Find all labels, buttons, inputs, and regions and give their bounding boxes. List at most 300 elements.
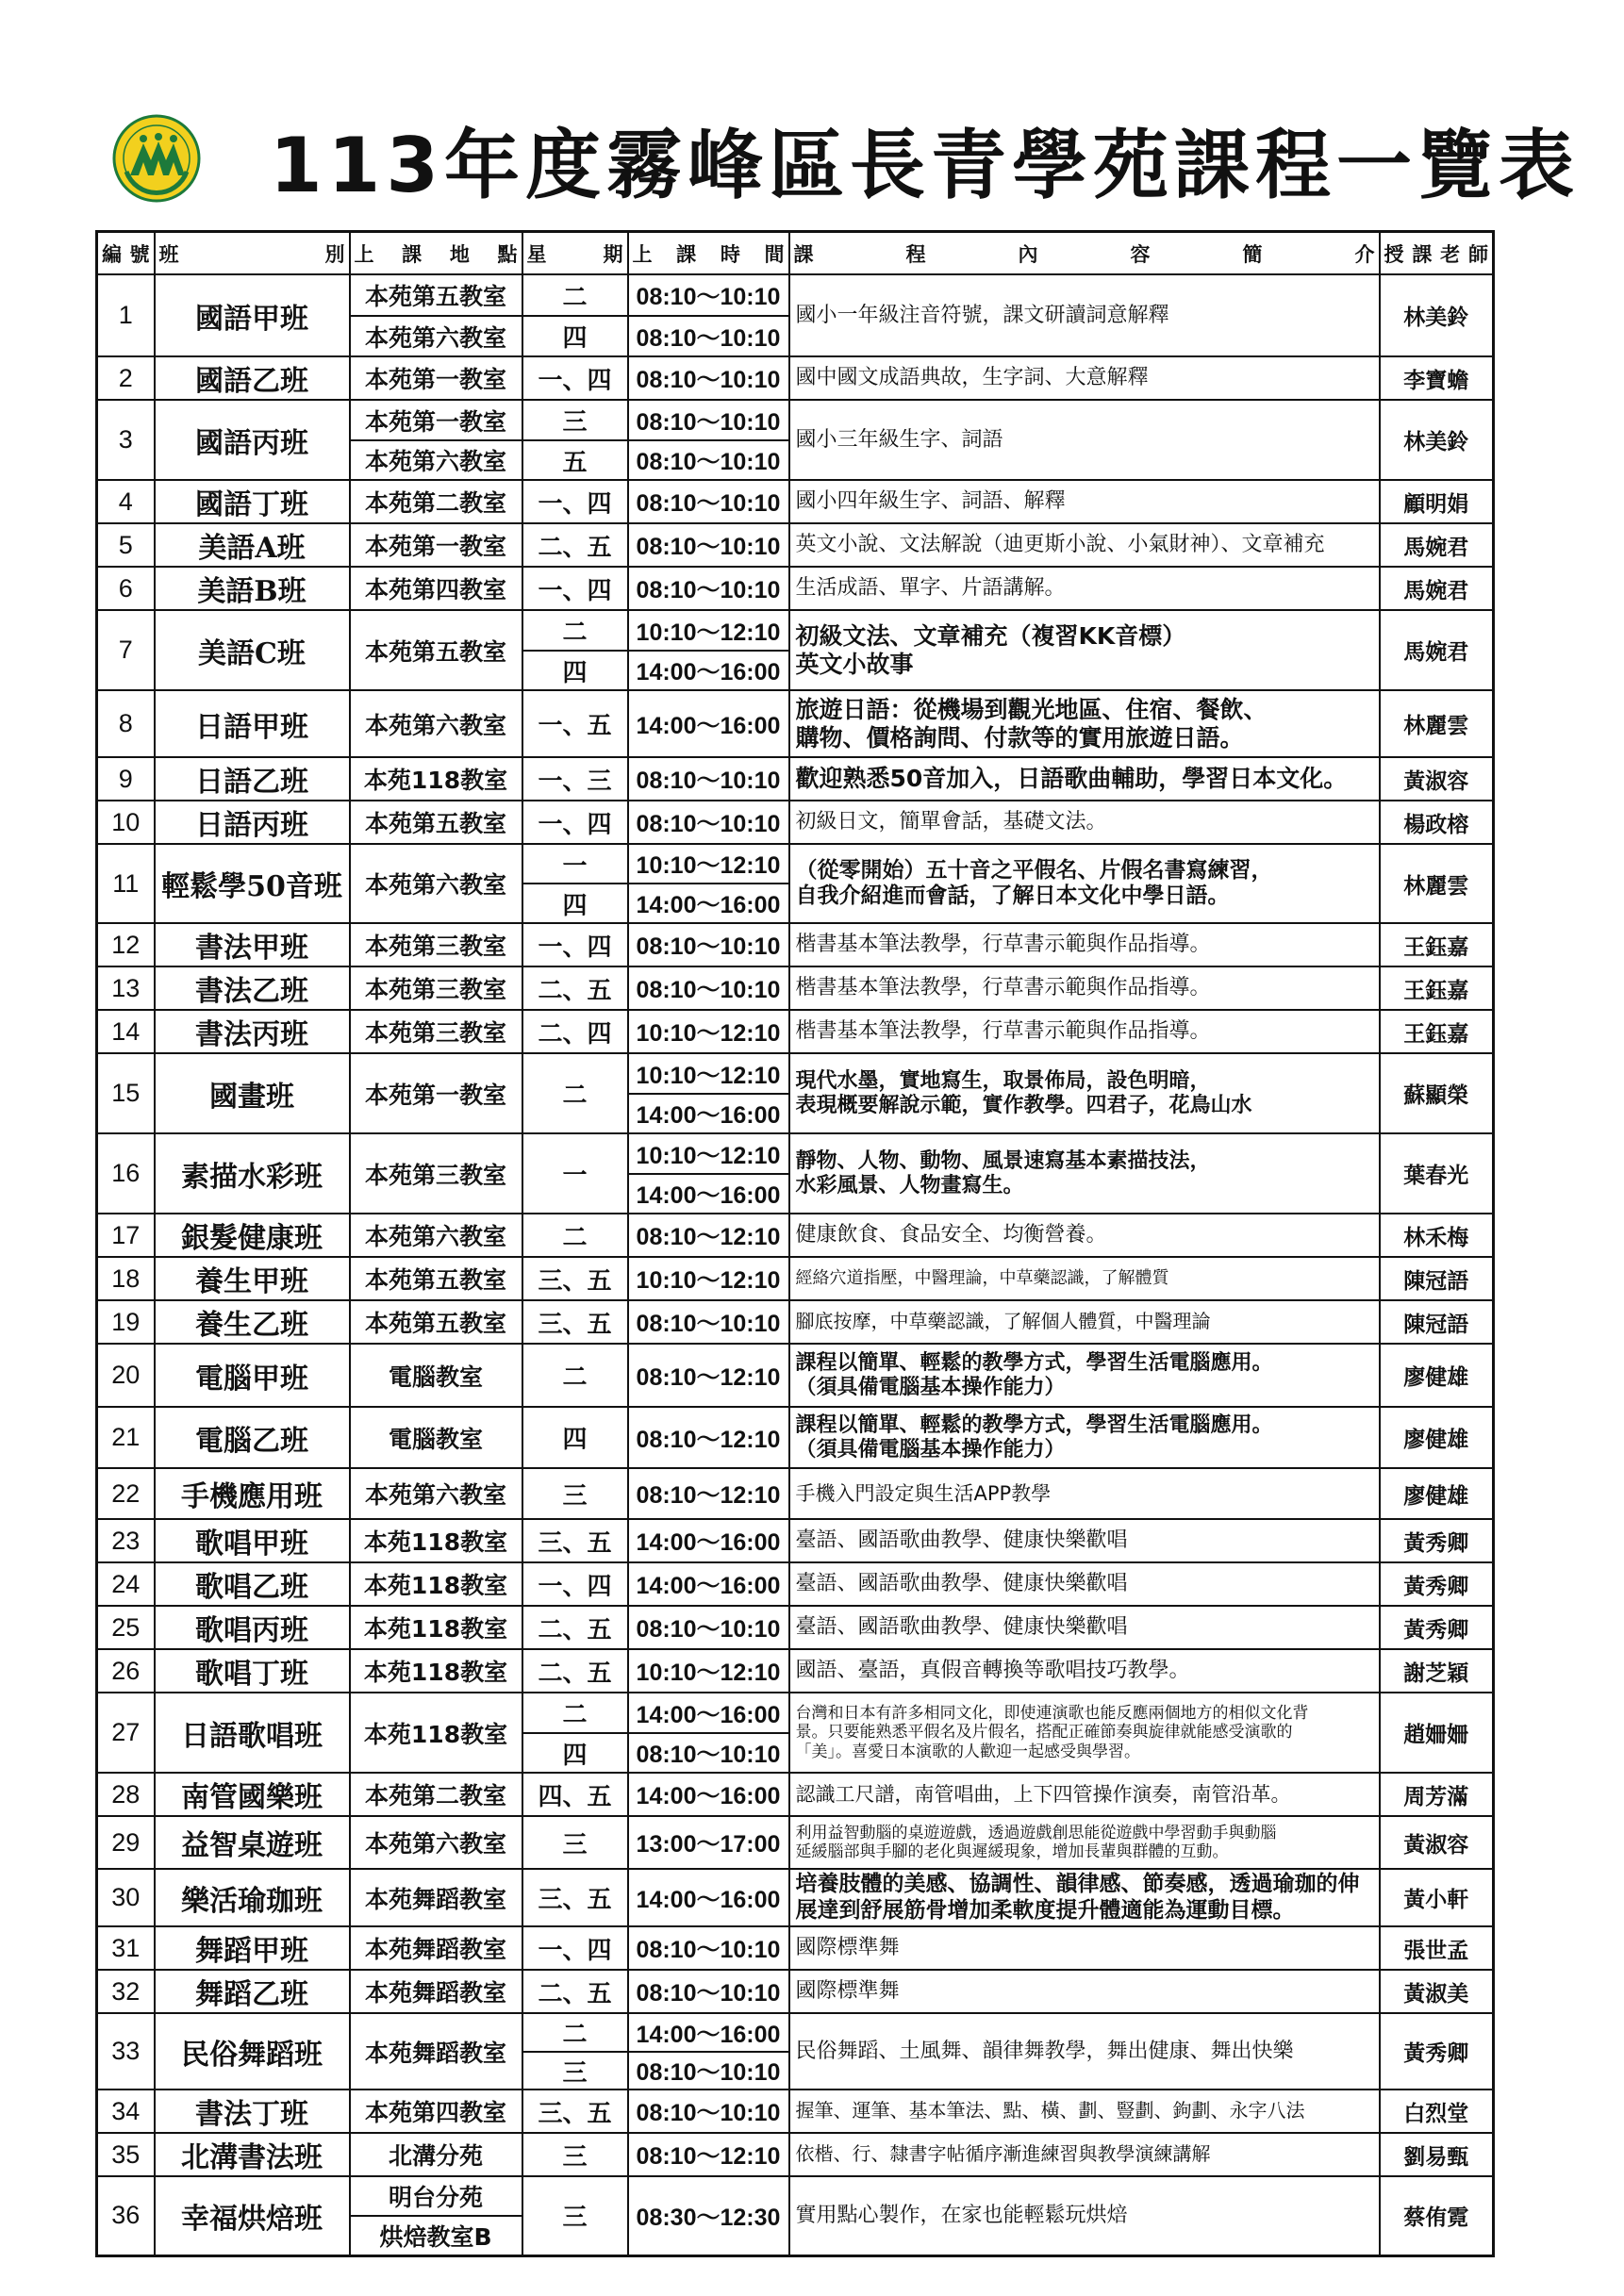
course-number: 29 xyxy=(97,1816,155,1869)
class-name: 養生甲班 xyxy=(155,1257,350,1300)
class-name: 歌唱乙班 xyxy=(155,1562,350,1606)
course-description xyxy=(789,1926,1380,1970)
class-time: 08:10～10:10 xyxy=(628,923,789,966)
course-description-line: 表現概要解說示範，實作教學。四君子，花鳥山水 xyxy=(795,1093,1252,1117)
table-row xyxy=(97,923,1494,966)
class-location: 本苑舞蹈教室 xyxy=(350,2013,522,2090)
class-location: 本苑第五教室 xyxy=(350,1300,522,1344)
class-name: 歌唱丙班 xyxy=(155,1606,350,1649)
course-description-line: 手機入門設定與生活APP教學 xyxy=(795,1481,1052,1505)
class-location: 本苑第五教室 xyxy=(350,1257,522,1300)
course-description-line: 旅遊日語：從機場到觀光地區、住宿、餐飲、 xyxy=(795,696,1268,723)
header-day: 星期 xyxy=(522,232,628,275)
course-description xyxy=(789,757,1380,801)
class-weekday: 三 xyxy=(522,2176,628,2255)
class-time: 08:10～10:10 xyxy=(628,966,789,1010)
course-description xyxy=(789,1300,1380,1344)
class-weekday: 三、五 xyxy=(522,2090,628,2133)
class-time: 08:10～12:10 xyxy=(628,2133,789,2176)
class-weekday: 一、四 xyxy=(522,801,628,844)
header-class: 班別 xyxy=(155,232,350,275)
course-number: 13 xyxy=(97,966,155,1010)
class-location: 本苑第五教室 xyxy=(350,801,522,844)
class-time: 14:00～16:00 xyxy=(628,651,789,690)
course-description-line: 腳底按摩，中草藥認識，了解個人體質，中醫理論 xyxy=(795,1310,1211,1333)
class-weekday: 二、四 xyxy=(522,1010,628,1053)
class-weekday: 一、四 xyxy=(522,356,628,400)
teacher-name: 黃淑容 xyxy=(1380,757,1494,801)
table-row xyxy=(97,2090,1494,2133)
course-description-line: 國小四年級生字、詞語、解釋 xyxy=(795,489,1066,514)
course-number: 7 xyxy=(97,610,155,690)
class-location: 本苑舞蹈教室 xyxy=(350,1970,522,2013)
course-number: 16 xyxy=(97,1133,155,1214)
course-description xyxy=(789,523,1380,567)
class-name: 益智桌遊班 xyxy=(155,1816,350,1869)
course-number: 27 xyxy=(97,1693,155,1773)
class-time: 10:10～12:10 xyxy=(628,844,789,884)
table-row xyxy=(97,966,1494,1010)
course-description-line: 購物、價格詢問、付款等的實用旅遊日語。 xyxy=(795,723,1244,752)
course-description-line: 經絡穴道指壓，中醫理論，中草藥認識，了解體質 xyxy=(795,1268,1169,1289)
table-row xyxy=(97,1606,1494,1649)
course-description-line: 台灣和日本有許多相同文化，即使連演歌也能反應兩個地方的相似文化背 xyxy=(795,1704,1309,1724)
class-time: 14:00～16:00 xyxy=(628,2013,789,2052)
class-weekday: 三、五 xyxy=(522,1257,628,1300)
class-name: 國語甲班 xyxy=(155,274,350,356)
course-description-line: 民俗舞蹈、土風舞、韻律舞教學，舞出健康、舞出快樂 xyxy=(795,2039,1294,2063)
class-weekday: 三 xyxy=(522,1816,628,1869)
teacher-name: 張世孟 xyxy=(1380,1926,1494,1970)
teacher-name: 陳冠語 xyxy=(1380,1257,1494,1300)
class-name: 養生乙班 xyxy=(155,1300,350,1344)
class-name: 南管國樂班 xyxy=(155,1773,350,1816)
teacher-name: 林麗雲 xyxy=(1380,844,1494,923)
course-description-line: 握筆、運筆、基本筆法、點、橫、劃、豎劃、鉤劃、永字八法 xyxy=(795,2099,1305,2123)
class-time: 08:10～12:10 xyxy=(628,1468,789,1519)
class-name: 日語乙班 xyxy=(155,757,350,801)
table-row xyxy=(97,801,1494,844)
class-time: 10:10～12:10 xyxy=(628,1053,789,1094)
teacher-name: 王鈺嘉 xyxy=(1380,923,1494,966)
class-weekday: 一、四 xyxy=(522,923,628,966)
course-number: 24 xyxy=(97,1562,155,1606)
course-number: 15 xyxy=(97,1053,155,1133)
table-row xyxy=(97,1926,1494,1970)
class-weekday: 三 xyxy=(522,2052,628,2090)
class-location: 本苑第六教室 xyxy=(350,316,522,356)
course-description xyxy=(789,1344,1380,1407)
teacher-name: 馬婉君 xyxy=(1380,523,1494,567)
class-location: 烘焙教室B xyxy=(350,2216,522,2255)
class-location: 電腦教室 xyxy=(350,1407,522,1468)
class-name: 書法甲班 xyxy=(155,923,350,966)
class-location: 本苑118教室 xyxy=(350,1649,522,1693)
course-description xyxy=(789,2176,1380,2255)
class-time: 14:00～16:00 xyxy=(628,1094,789,1133)
class-location: 本苑第六教室 xyxy=(350,1468,522,1519)
class-location: 北溝分苑 xyxy=(350,2133,522,2176)
class-time: 14:00～16:00 xyxy=(628,690,789,757)
class-time: 08:10～10:10 xyxy=(628,1606,789,1649)
class-weekday: 二、五 xyxy=(522,523,628,567)
course-description-line: 展達到舒展筋骨增加柔軟度提升體適能為運動目標。 xyxy=(795,1897,1295,1923)
class-location: 本苑第六教室 xyxy=(350,1816,522,1869)
emblem-head-right xyxy=(170,135,177,142)
course-number: 35 xyxy=(97,2133,155,2176)
course-description xyxy=(789,567,1380,610)
teacher-name: 蘇顯榮 xyxy=(1380,1053,1494,1133)
course-description-line: 臺語、國語歌曲教學、健康快樂歡唱 xyxy=(795,1528,1128,1553)
course-description xyxy=(789,2133,1380,2176)
course-description-line: 實用點心製作，在家也能輕鬆玩烘焙 xyxy=(795,2203,1128,2227)
course-description-line: 依楷、行、隸書字帖循序漸進練習與教學演練講解 xyxy=(795,2142,1211,2166)
class-name: 美語C班 xyxy=(155,610,350,690)
course-description-line: 課程以簡單、輕鬆的教學方式，學習生活電腦應用。 xyxy=(795,1412,1273,1437)
course-description-line: 靜物、人物、動物、風景速寫基本素描技法， xyxy=(795,1148,1211,1173)
class-location: 本苑第二教室 xyxy=(350,1773,522,1816)
class-weekday: 四 xyxy=(522,884,628,923)
course-description xyxy=(789,966,1380,1010)
class-location: 本苑舞蹈教室 xyxy=(350,1926,522,1970)
course-description-line: 水彩風景、人物畫寫生。 xyxy=(795,1173,1024,1198)
course-description xyxy=(789,2013,1380,2090)
class-name: 手機應用班 xyxy=(155,1468,350,1519)
teacher-name: 蔡侑霓 xyxy=(1380,2176,1494,2255)
course-description-line: 自我介紹進而會話，了解日本文化中學日語。 xyxy=(795,884,1230,908)
teacher-name: 黃秀卿 xyxy=(1380,2013,1494,2090)
table-row xyxy=(97,1407,1494,1468)
table-row xyxy=(97,1562,1494,1606)
class-location: 本苑第一教室 xyxy=(350,1053,522,1133)
course-number: 4 xyxy=(97,480,155,523)
table-row xyxy=(97,1773,1494,1816)
course-description xyxy=(789,690,1380,757)
table-row xyxy=(97,400,1494,440)
table-row xyxy=(97,1344,1494,1407)
course-number: 2 xyxy=(97,356,155,400)
class-weekday: 四 xyxy=(522,1733,628,1773)
course-description-line: （須具備電腦基本操作能力） xyxy=(795,1375,1066,1399)
class-name: 幸福烘焙班 xyxy=(155,2176,350,2255)
class-time: 08:10～10:10 xyxy=(628,316,789,356)
class-location: 本苑第六教室 xyxy=(350,690,522,757)
teacher-name: 黃淑容 xyxy=(1380,1816,1494,1869)
class-time: 10:10～12:10 xyxy=(628,1649,789,1693)
course-description xyxy=(789,480,1380,523)
course-description xyxy=(789,2090,1380,2133)
course-description-line: 生活成語、單字、片語講解。 xyxy=(795,576,1066,601)
class-time: 08:10～10:10 xyxy=(628,356,789,400)
class-time: 08:10～10:10 xyxy=(628,1926,789,1970)
course-table xyxy=(95,230,1495,2257)
class-time: 13:00～17:00 xyxy=(628,1816,789,1869)
table-row xyxy=(97,1693,1494,1733)
class-weekday: 一、五 xyxy=(522,690,628,757)
course-description-line: 國際標準舞 xyxy=(795,1936,900,1960)
class-location: 本苑第一教室 xyxy=(350,356,522,400)
course-description xyxy=(789,1693,1380,1773)
course-number: 25 xyxy=(97,1606,155,1649)
table-row xyxy=(97,1468,1494,1519)
class-time: 08:10～10:10 xyxy=(628,480,789,523)
course-description-line: （從零開始）五十音之平假名、片假名書寫練習， xyxy=(795,857,1273,883)
class-name: 國語乙班 xyxy=(155,356,350,400)
class-weekday: 五 xyxy=(522,440,628,480)
course-description xyxy=(789,400,1380,480)
class-time: 08:10～10:10 xyxy=(628,523,789,567)
course-number: 28 xyxy=(97,1773,155,1816)
course-number: 31 xyxy=(97,1926,155,1970)
class-time: 08:10～10:10 xyxy=(628,440,789,480)
table-row xyxy=(97,1649,1494,1693)
class-location: 本苑第六教室 xyxy=(350,1214,522,1257)
class-name: 日語丙班 xyxy=(155,801,350,844)
course-description xyxy=(789,1606,1380,1649)
teacher-name: 王鈺嘉 xyxy=(1380,1010,1494,1053)
course-description xyxy=(789,1133,1380,1214)
course-description xyxy=(789,356,1380,400)
class-name: 歌唱丁班 xyxy=(155,1649,350,1693)
header-time: 上課時間 xyxy=(628,232,789,275)
class-time: 10:10～12:10 xyxy=(628,1133,789,1174)
course-description-line: 課程以簡單、輕鬆的教學方式，學習生活電腦應用。 xyxy=(795,1350,1273,1375)
table-row xyxy=(97,523,1494,567)
table-row xyxy=(97,567,1494,610)
course-number: 3 xyxy=(97,400,155,480)
class-time: 08:10～12:10 xyxy=(628,1344,789,1407)
class-time: 14:00～16:00 xyxy=(628,1174,789,1214)
class-location: 本苑第二教室 xyxy=(350,480,522,523)
course-description xyxy=(789,1053,1380,1133)
course-number: 33 xyxy=(97,2013,155,2090)
class-time: 08:10～10:10 xyxy=(628,1300,789,1344)
course-description-line: 認識工尺譜，南管唱曲，上下四管操作演奏，南管沿革。 xyxy=(795,1782,1291,1806)
course-number: 23 xyxy=(97,1519,155,1562)
course-description-line: 利用益智動腦的桌遊遊戲，透過遊戲創思能從遊戲中學習動手與動腦 xyxy=(795,1823,1277,1842)
class-time: 10:10～12:10 xyxy=(628,1010,789,1053)
course-number: 1 xyxy=(97,274,155,356)
course-number: 10 xyxy=(97,801,155,844)
class-weekday: 二、五 xyxy=(522,1970,628,2013)
class-location: 本苑舞蹈教室 xyxy=(350,1869,522,1926)
class-time: 14:00～16:00 xyxy=(628,1773,789,1816)
course-number: 30 xyxy=(97,1869,155,1926)
course-description-line: 楷書基本筆法教學，行草書示範與作品指導。 xyxy=(795,933,1211,957)
class-time: 10:10～12:10 xyxy=(628,610,789,651)
course-description xyxy=(789,274,1380,356)
course-description-line: 培養肢體的美感、協調性、韻律感、節奏感，透過瑜珈的伸 xyxy=(795,1872,1360,1897)
course-description xyxy=(789,923,1380,966)
class-weekday: 三 xyxy=(522,400,628,440)
class-time: 08:10～12:10 xyxy=(628,1407,789,1468)
course-number: 11 xyxy=(97,844,155,923)
class-time: 08:10～10:10 xyxy=(628,567,789,610)
class-weekday: 一、四 xyxy=(522,1926,628,1970)
class-weekday: 二 xyxy=(522,1693,628,1733)
course-description-line: （須具備電腦基本操作能力） xyxy=(795,1437,1066,1462)
course-number: 32 xyxy=(97,1970,155,2013)
teacher-name: 廖健雄 xyxy=(1380,1344,1494,1407)
teacher-name: 黃秀卿 xyxy=(1380,1606,1494,1649)
class-name: 輕鬆學50音班 xyxy=(155,844,350,923)
course-description xyxy=(789,801,1380,844)
class-location: 本苑第四教室 xyxy=(350,2090,522,2133)
teacher-name: 林禾梅 xyxy=(1380,1214,1494,1257)
course-description-line: 歡迎熟悉50音加入，日語歌曲輔助，學習日本文化。 xyxy=(795,765,1348,793)
class-name: 民俗舞蹈班 xyxy=(155,2013,350,2090)
course-description-line: 臺語、國語歌曲教學、健康快樂歡唱 xyxy=(795,1572,1128,1596)
course-number: 21 xyxy=(97,1407,155,1468)
table-header xyxy=(97,232,1494,275)
course-description-line: 現代水墨，實地寫生，取景佈局，設色明暗， xyxy=(795,1068,1211,1093)
course-description xyxy=(789,1649,1380,1693)
class-time: 14:00～16:00 xyxy=(628,1693,789,1733)
teacher-name: 劉易甄 xyxy=(1380,2133,1494,2176)
class-name: 素描水彩班 xyxy=(155,1133,350,1214)
teacher-name: 林美鈴 xyxy=(1380,400,1494,480)
class-name: 國語丙班 xyxy=(155,400,350,480)
class-name: 北溝書法班 xyxy=(155,2133,350,2176)
course-description xyxy=(789,1519,1380,1562)
course-description xyxy=(789,1257,1380,1300)
class-name: 日語甲班 xyxy=(155,690,350,757)
class-weekday: 二 xyxy=(522,2013,628,2052)
class-location: 本苑118教室 xyxy=(350,1606,522,1649)
table-row xyxy=(97,1133,1494,1174)
teacher-name: 李寶蟾 xyxy=(1380,356,1494,400)
course-number: 36 xyxy=(97,2176,155,2255)
class-location: 本苑第四教室 xyxy=(350,567,522,610)
class-location: 本苑第三教室 xyxy=(350,923,522,966)
course-description xyxy=(789,1468,1380,1519)
table-row xyxy=(97,1519,1494,1562)
teacher-name: 周芳滿 xyxy=(1380,1773,1494,1816)
course-number: 6 xyxy=(97,567,155,610)
table-row xyxy=(97,690,1494,757)
course-description-line: 初級日文，簡單會話，基礎文法。 xyxy=(795,810,1107,834)
class-name: 國畫班 xyxy=(155,1053,350,1133)
class-name: 電腦甲班 xyxy=(155,1344,350,1407)
course-number: 18 xyxy=(97,1257,155,1300)
class-weekday: 四 xyxy=(522,316,628,356)
course-description-line: 國中國文成語典故，生字詞、大意解釋 xyxy=(795,366,1149,390)
table-row xyxy=(97,356,1494,400)
class-location: 本苑第五教室 xyxy=(350,274,522,316)
course-description-line: 延緩腦部與手腳的老化與遲緩現象，增加長輩與群體的互動。 xyxy=(795,1842,1229,1861)
class-location: 本苑第一教室 xyxy=(350,523,522,567)
teacher-name: 廖健雄 xyxy=(1380,1407,1494,1468)
course-number: 26 xyxy=(97,1649,155,1693)
course-number: 12 xyxy=(97,923,155,966)
class-weekday: 二、五 xyxy=(522,1649,628,1693)
table-row xyxy=(97,480,1494,523)
class-location: 電腦教室 xyxy=(350,1344,522,1407)
teacher-name: 楊政榕 xyxy=(1380,801,1494,844)
class-name: 國語丁班 xyxy=(155,480,350,523)
class-location: 本苑第六教室 xyxy=(350,844,522,923)
course-number: 34 xyxy=(97,2090,155,2133)
table-row xyxy=(97,1214,1494,1257)
course-description-line: 楷書基本筆法教學，行草書示範與作品指導。 xyxy=(795,1019,1211,1044)
class-weekday: 三 xyxy=(522,2133,628,2176)
page-title: 113年度霧峰區長青學苑課程一覽表 xyxy=(270,122,1580,209)
class-name: 日語歌唱班 xyxy=(155,1693,350,1773)
teacher-name: 馬婉君 xyxy=(1380,567,1494,610)
table-row xyxy=(97,1869,1494,1926)
course-description xyxy=(789,844,1380,923)
class-name: 書法丁班 xyxy=(155,2090,350,2133)
teacher-name: 林麗雲 xyxy=(1380,690,1494,757)
table-row xyxy=(97,757,1494,801)
class-name: 舞蹈甲班 xyxy=(155,1926,350,1970)
class-location: 本苑第三教室 xyxy=(350,1133,522,1214)
teacher-name: 王鈺嘉 xyxy=(1380,966,1494,1010)
course-description xyxy=(789,1816,1380,1869)
course-number: 5 xyxy=(97,523,155,567)
class-weekday: 四 xyxy=(522,1407,628,1468)
class-weekday: 一、四 xyxy=(522,480,628,523)
course-description-line: 國小三年級生字、詞語 xyxy=(795,427,1003,452)
class-location: 本苑第一教室 xyxy=(350,400,522,440)
class-location: 明台分苑 xyxy=(350,2176,522,2216)
course-description-line: 楷書基本筆法教學，行草書示範與作品指導。 xyxy=(795,976,1211,1000)
class-time: 08:10～10:10 xyxy=(628,274,789,316)
class-weekday: 三 xyxy=(522,1468,628,1519)
class-weekday: 二 xyxy=(522,610,628,651)
class-weekday: 二 xyxy=(522,1344,628,1407)
table-row xyxy=(97,2013,1494,2052)
teacher-name: 顧明娟 xyxy=(1380,480,1494,523)
table-row xyxy=(97,274,1494,316)
class-location: 本苑118教室 xyxy=(350,757,522,801)
class-weekday: 一、四 xyxy=(522,567,628,610)
class-name: 舞蹈乙班 xyxy=(155,1970,350,2013)
table-row xyxy=(97,1816,1494,1869)
course-description-line: 「美」。喜愛日本演歌的人歡迎一起感受與學習。 xyxy=(795,1742,1140,1761)
table-row xyxy=(97,2133,1494,2176)
course-number: 19 xyxy=(97,1300,155,1344)
class-time: 14:00～16:00 xyxy=(628,1519,789,1562)
class-time: 08:30～12:30 xyxy=(628,2176,789,2255)
class-name: 歌唱甲班 xyxy=(155,1519,350,1562)
class-weekday: 一 xyxy=(522,844,628,884)
class-time: 08:10～10:10 xyxy=(628,1970,789,2013)
header-row xyxy=(97,232,1494,275)
class-weekday: 三、五 xyxy=(522,1519,628,1562)
class-time: 08:10～10:10 xyxy=(628,1733,789,1773)
class-time: 08:10～10:10 xyxy=(628,757,789,801)
course-number: 8 xyxy=(97,690,155,757)
teacher-name: 黃秀卿 xyxy=(1380,1562,1494,1606)
class-weekday: 二 xyxy=(522,274,628,316)
teacher-name: 趙姍姍 xyxy=(1380,1693,1494,1773)
course-description xyxy=(789,1562,1380,1606)
table-row xyxy=(97,2176,1494,2216)
class-time: 14:00～16:00 xyxy=(628,1562,789,1606)
teacher-name: 葉春光 xyxy=(1380,1133,1494,1214)
table-body xyxy=(97,274,1494,2255)
table-row xyxy=(97,1300,1494,1344)
course-description-line: 國際標準舞 xyxy=(795,1979,900,2004)
table-row xyxy=(97,1257,1494,1300)
course-description xyxy=(789,1010,1380,1053)
course-description-line: 國語、臺語，真假音轉換等歌唱技巧教學。 xyxy=(795,1659,1190,1683)
class-name: 書法丙班 xyxy=(155,1010,350,1053)
header-content: 課程內容簡介 xyxy=(789,232,1380,275)
course-description-line: 國小一年級注音符號，課文研讀詞意解釋 xyxy=(795,303,1169,327)
class-name: 樂活瑜珈班 xyxy=(155,1869,350,1926)
